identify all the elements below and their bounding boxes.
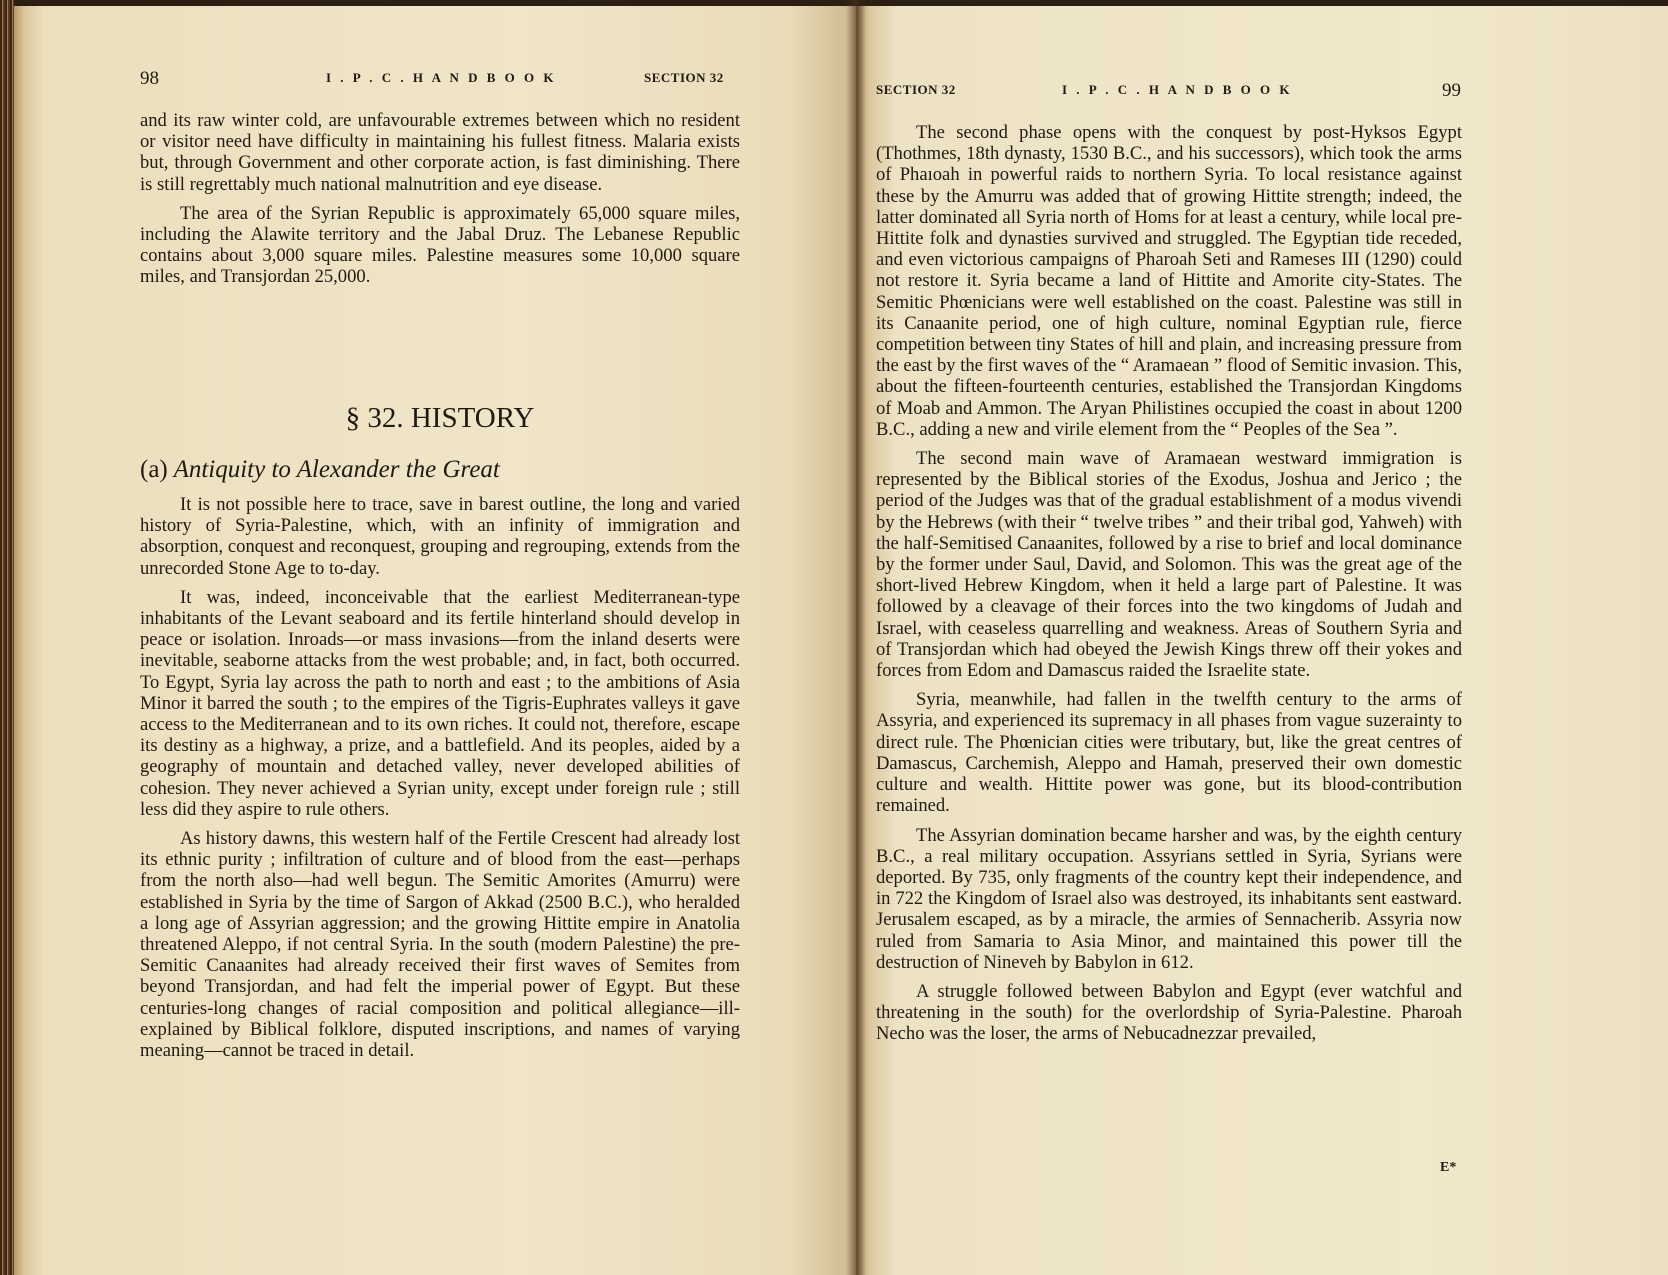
paragraph: Syria, meanwhile, had fallen in the twelfth century to the arms of Assyria, and experienced its supremacy in all phases from vague suzerainty to direct rule. The Phœnician cities were tributary, but, like the great centres of Damascus, Carchemish, Aleppo and Hamah, preserved their own domestic culture and wealth. Hittite power was gone, but its blood-contribution remained. bbox=[876, 689, 1462, 817]
paragraph: The area of the Syrian Republic is approximately 65,000 square miles, including the Alawite territory and the Jabal Druz. The Lebanese Republic contains about 3,000 square miles. Palestine measures some 10,000 square miles, and Transjordan 25,000. bbox=[140, 202, 740, 288]
paragraph: As history dawns, this western half of the Fertile Crescent had already lost its ethnic purity ; infiltration of culture and of blood from the east—perhaps from the north also—had well begun. The Semitic Amorites (Amurru) were established in Syria by the time of Sargon of Akkad (2500 B.C.), who heralded a long age of Assyrian aggression; and the growing Hittite empire in Anatolia threatened Aleppo, if not central Syria. In the south (modern Palestine) the pre-Semitic Canaanites had already received their first waves of Semites from beyond Transjordan, and had felt the imperial power of Egypt. But these centuries-long changes of racial composition and political allegiance—ill-explained by Biblical folklore, disputed inscriptions, and names of varying meaning—cannot be traced in detail. bbox=[140, 828, 740, 1062]
left-running-head: I . P . C . H A N D B O O K bbox=[326, 70, 557, 85]
book-gutter bbox=[846, 0, 866, 1275]
left-intro-text bbox=[140, 110, 740, 296]
left-page bbox=[14, 6, 856, 1275]
paragraph: It was, indeed, inconceivable that the earliest Mediterranean-type inhabitants of the Levant seaboard and its fertile hinterland should develop in peace or isolation. Inroads—or mass invasions—from the inland deserts were inevitable, seaborne attacks from the west probable; and, in fact, both occurred. To Egypt, Syria lay across the path to north and east ; to the ambitions of Asia Minor it barred the south ; to the empires of the Tigris-Euphrates valleys it gave access to the Mediterranean and to its own riches. It could not, therefore, escape its destiny as a highway, a prize, and a battlefield. And its peoples, aided by a geography of mountain and detached valley, never developed abilities of cohesion. They never achieved a Syrian unity, except under foreign rule ; still less did they aspire to rule others. bbox=[140, 586, 740, 820]
right-running-head: I . P . C . H A N D B O O K bbox=[1062, 82, 1293, 97]
right-page bbox=[856, 6, 1668, 1275]
subheading-text: Antiquity to Alexander the Great bbox=[173, 456, 500, 483]
subheading bbox=[140, 456, 500, 484]
paragraph: The second main wave of Aramaean westward immigration is represented by the Biblical stories of the Exodus, Joshua and Jerico ; the period of the Judges was that of the gradual establishment of a modus vivendi by the Hebrews (with their “ twelve tribes ” and their tribal god, Yahweh) with the half-Semitised Canaanites, followed by a rise to brief and local dominance by the former under Saul, David, and Solomon. This was the great age of the short-lived Hebrew Kingdom, when it held a large part of Palestine. It was followed by a cleavage of their forces into the two kingdoms of Judah and Israel, with ceaseless quarrelling and weakness. Areas of Southern Syria and of Transjordan which had obeyed the Jewish Kings threw off their yokes and forces from Edom and Damascus raided the Israelite state. bbox=[876, 448, 1462, 682]
paragraph: A struggle followed between Babylon and Egypt (ever watchful and threatening in the south) for the overlordship of Syria-Palestine. Pharoah Necho was the loser, the arms of Nebucadnezzar prevailed, bbox=[876, 980, 1462, 1045]
subheading-label: (a) bbox=[140, 456, 168, 483]
left-section-label: SECTION 32 bbox=[644, 70, 724, 85]
paragraph: It is not possible here to trace, save in barest outline, the long and varied history of Syria-Palestine, which, with an infinity of immigration and absorption, conquest and reconquest, grouping and regrouping, extends from the unrecorded Stone Age to to-day. bbox=[140, 494, 740, 579]
paragraph: and its raw winter cold, are unfavourable extremes between which no resident or visitor need have difficulty in maintaining his fullest fitness. Malaria exists but, through Government and other corporate action, is fast diminishing. There is still regrettably much national malnutrition and eye disease. bbox=[140, 110, 740, 195]
signature-mark: E* bbox=[1440, 1160, 1457, 1175]
left-history-text bbox=[140, 494, 740, 1069]
paragraph: The Assyrian domination became harsher and was, by the eighth century B.C., a real military occupation. Assyrians settled in Syria, Syrians were deported. By 735, only fragments of the country kept their independence, and in 722 the Kingdom of Israel also was destroyed, its inhabitants sent eastward. Jerusalem escaped, as by a miracle, the armies of Sennacherib. Assyria now ruled from Samaria to Asia Minor, and maintained this power till the destruction of Nineveh by Babylon in 612. bbox=[876, 824, 1462, 973]
left-folio: 98 bbox=[140, 68, 159, 89]
right-section-label: SECTION 32 bbox=[876, 82, 956, 97]
paragraph: The second phase opens with the conquest by post-Hyksos Egypt (Thothmes, 18th dynasty, 1530 B.C., and his successors), which took the arms of Phaıoah in powerful raids to northern Syria. To local resistance against these by the Amurru was added that of growing Hittite strength; indeed, the latter dominated all Syria north of Homs for at least a century, while local pre-Hittite folk and dynasties survived and struggled. The Egyptian tide receded, and even victorious campaigns of Pharoah Seti and Rameses III (1290) could not restore it. Syria became a land of Hittite and Amorite city-States. The Semitic Phœnicians were well established on the coast. Palestine was still in its Canaanite period, one of high culture, nominal Egyptian rule, fierce competition between tiny States of hill and plain, and increasing pressure from the east by the first waves of the “ Aramaean ” flood of Semitic invasion. This, about the fifteen-fourteenth centuries, established the Transjordan Kingdoms of Moab and Ammon. The Aryan Philistines occupied the coast in about 1200 B.C., adding a new and virile element from the “ Peoples of the Sea ”. bbox=[876, 122, 1462, 440]
page-block-edge bbox=[0, 0, 14, 1275]
right-body-text bbox=[876, 122, 1462, 1053]
chapter-heading: § 32. HISTORY bbox=[345, 402, 535, 434]
right-folio: 99 bbox=[1442, 80, 1461, 101]
